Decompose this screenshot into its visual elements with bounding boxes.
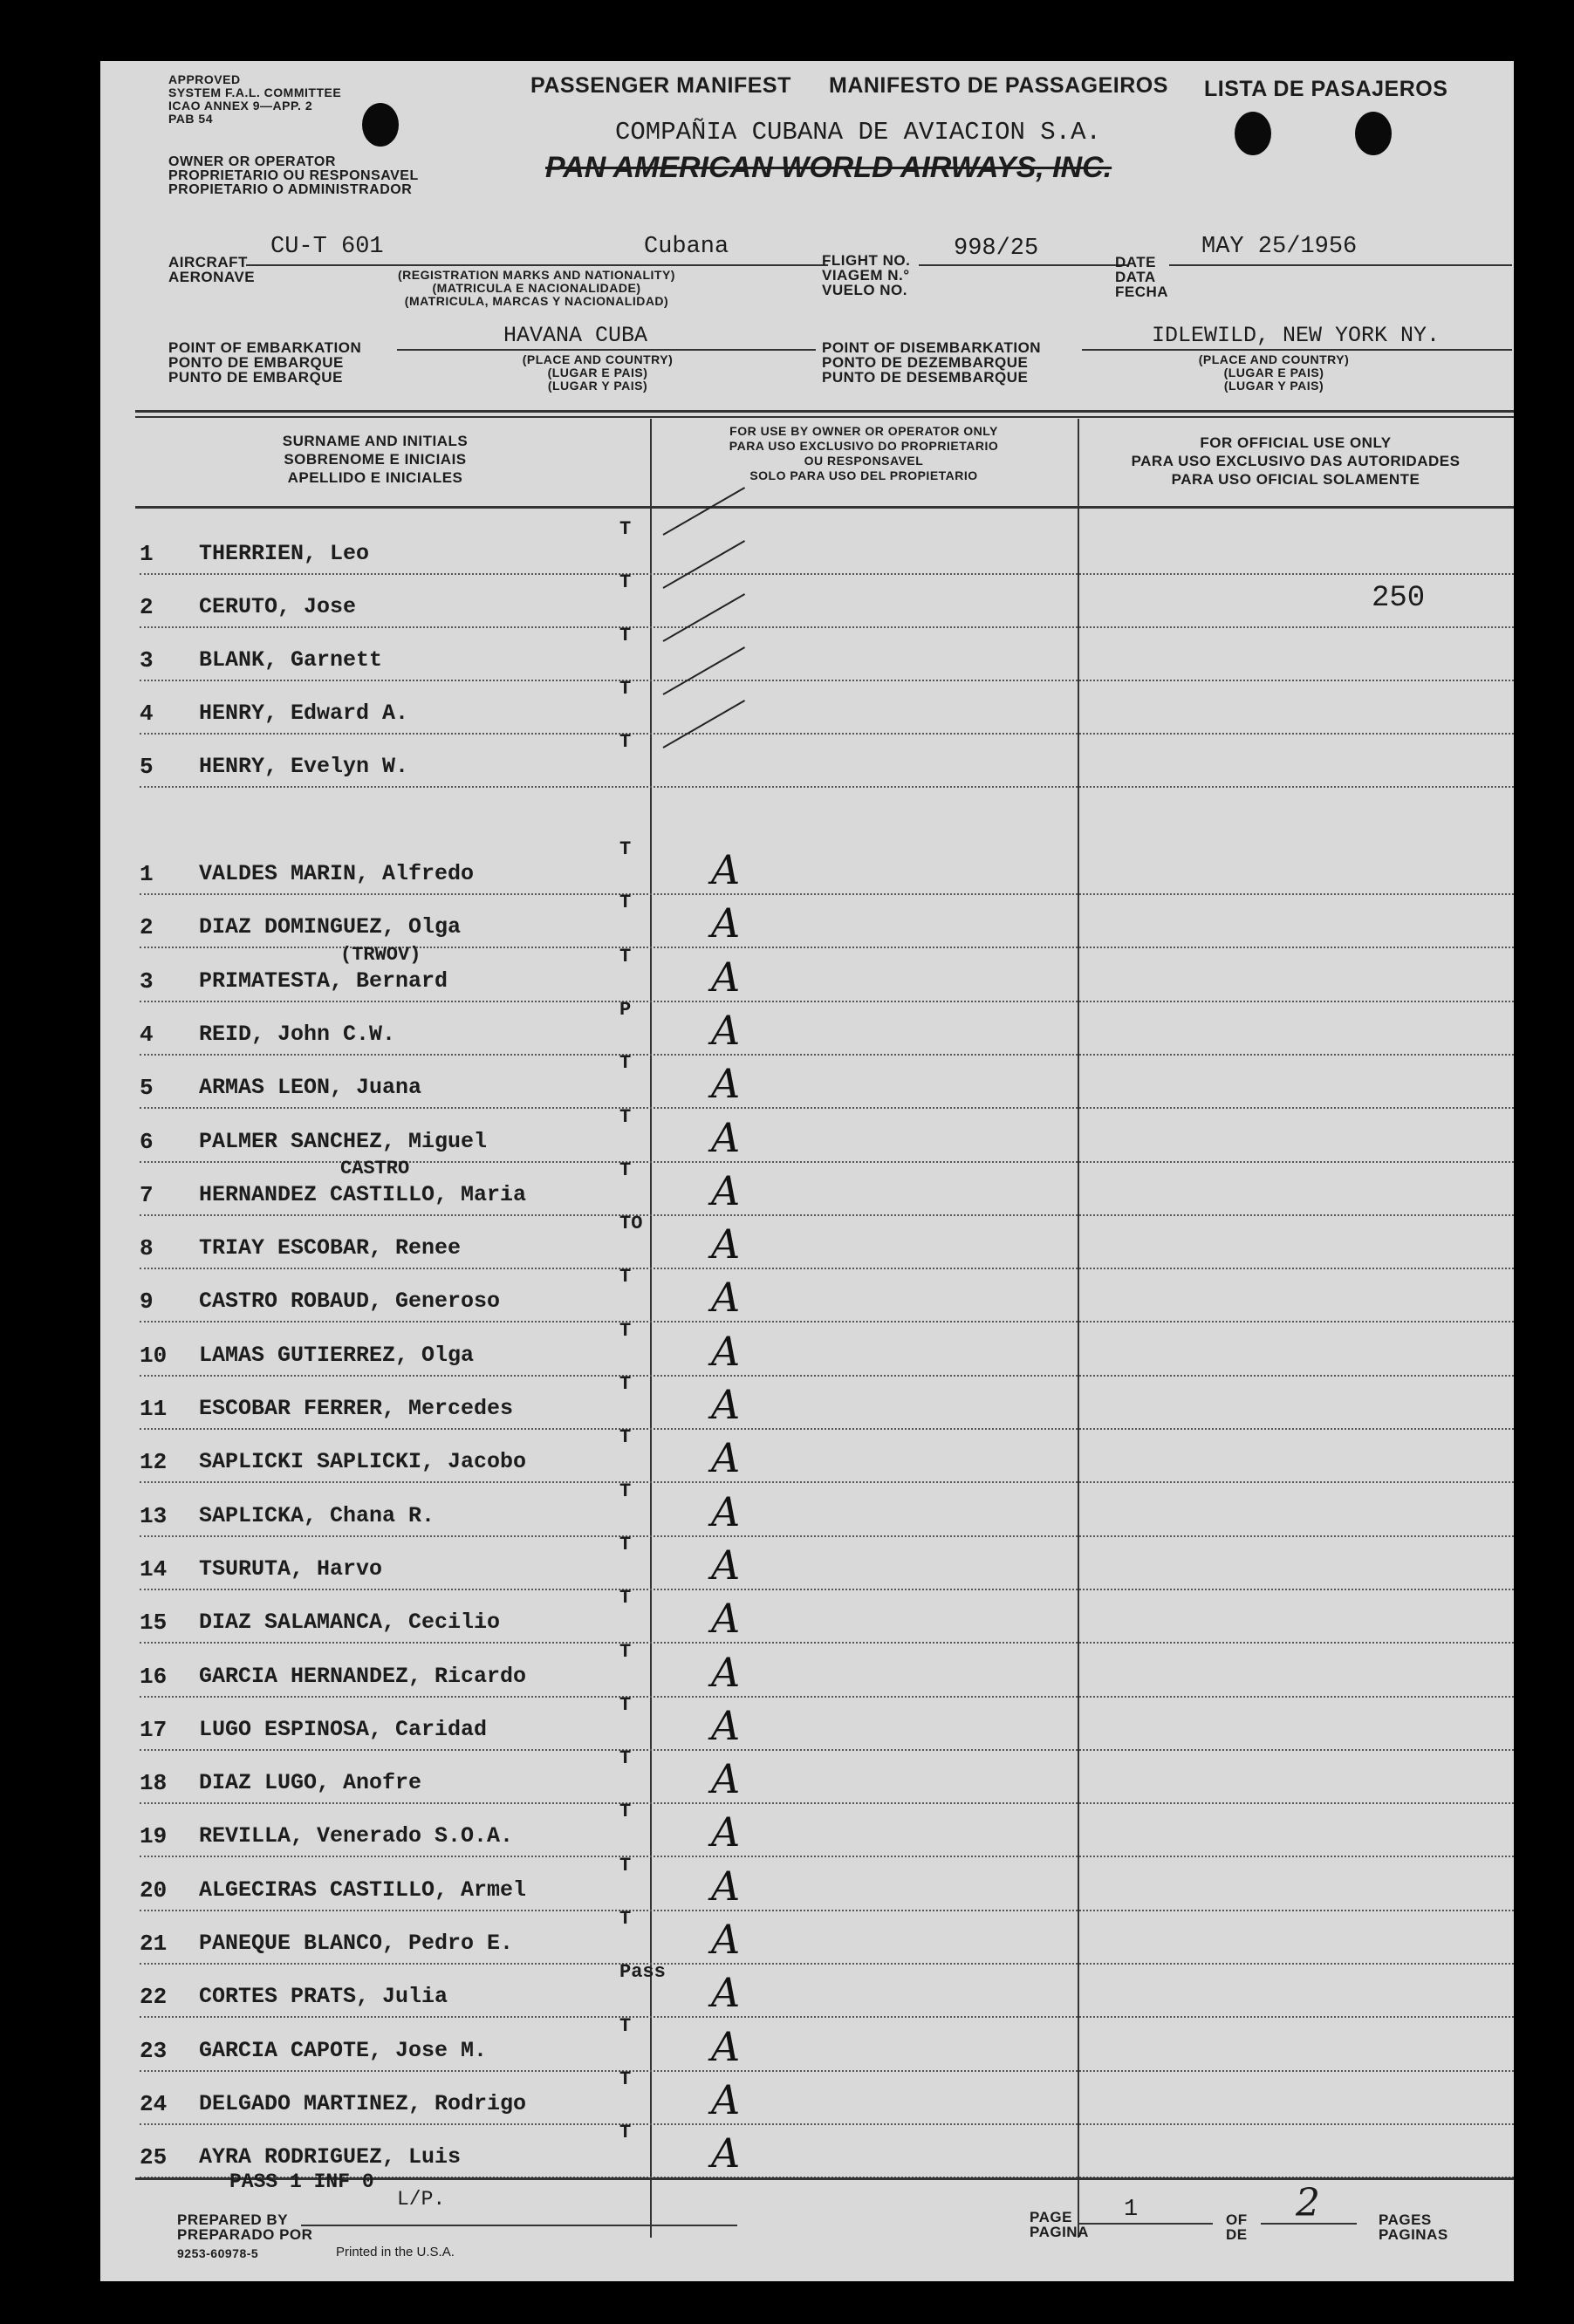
total-pages: 2	[1296, 2181, 1320, 2225]
passenger-name: CASTRO ROBAUD, Generoso	[199, 1288, 501, 1315]
class-code: T	[619, 2122, 632, 2144]
passenger-name: BLANK, Garnett	[199, 647, 383, 673]
title-manifesto: MANIFESTO DE PASSAGEIROS	[829, 73, 1168, 98]
punch-hole	[1355, 112, 1392, 155]
passenger-name: SAPLICKI SAPLICKI, Jacobo	[199, 1449, 527, 1475]
passenger-row	[140, 1640, 1514, 1698]
row-number: 3	[140, 647, 154, 673]
class-code: T	[619, 1426, 632, 1449]
class-code: T	[619, 1373, 632, 1395]
class-code: T	[619, 1159, 632, 1181]
of-line	[1261, 2223, 1357, 2225]
of-labels: OF DE	[1226, 2211, 1248, 2243]
column-header-official: FOR OFFICIAL USE ONLY PARA USO EXCLUSIVO DAS AUTORIDADES PARA USO OFICIAL SOLAMENTE	[1131, 434, 1461, 488]
passenger-row	[140, 625, 1514, 681]
date-underline	[1169, 264, 1512, 266]
flight-labels: FLIGHT NO. VIAGEM N.° VUELO NO.	[822, 252, 911, 298]
aircraft-registration: CU-T 601	[270, 234, 384, 260]
class-code: T	[619, 1587, 632, 1610]
passenger-name: PRIMATESTA, Bernard	[199, 967, 448, 994]
flight-number: 998/25	[954, 236, 1039, 262]
row-number: 11	[140, 1396, 168, 1422]
passenger-name: PALMER SANCHEZ, Miguel	[199, 1128, 488, 1154]
form-number: 9253-60978-5	[177, 2246, 259, 2260]
passenger-name: TSURUTA, Harvo	[199, 1555, 383, 1582]
embarkation-underline	[397, 349, 816, 351]
handwritten-check-mark: A	[711, 1808, 741, 1856]
page-line	[1078, 2223, 1213, 2225]
row-number: 2	[140, 594, 154, 620]
passenger-row	[140, 731, 1514, 788]
row-number: 23	[140, 2037, 168, 2064]
class-code: T	[619, 1319, 632, 1342]
table-top-rule	[135, 410, 1514, 413]
class-code: T	[619, 1693, 632, 1716]
passenger-row	[140, 1373, 1514, 1430]
name-annotation: (TRWOV)	[340, 943, 421, 966]
row-number: 1	[140, 541, 154, 567]
passenger-row	[140, 1213, 1514, 1269]
embarkation-caption: (PLACE AND COUNTRY) (LUGAR E PAIS) (LUGAR Y PAIS)	[522, 352, 674, 393]
date-labels: DATE DATA FECHA	[1115, 254, 1169, 300]
operator-name-struck: PAN AMERICAN WORLD AIRWAYS, INC.	[545, 151, 1112, 184]
class-code: T	[619, 571, 632, 593]
passenger-row	[140, 943, 1514, 1002]
row-number: 13	[140, 1502, 168, 1529]
passenger-name: HENRY, Edward A.	[199, 701, 409, 726]
aircraft-labels: AIRCRAFT AERONAVE	[168, 254, 256, 285]
prepared-by-line	[301, 2225, 737, 2226]
aircraft-caption: (REGISTRATION MARKS AND NATIONALITY) (MATRICULA E NACIONALIDADE) (MATRICULA, MARCAS Y NACIONALIDAD)	[398, 268, 675, 308]
handwritten-check-mark: A	[711, 953, 741, 1001]
passenger-name: DELGADO MARTINEZ, Rodrigo	[199, 2090, 527, 2116]
official-note: 250	[1372, 582, 1426, 615]
row-number: 5	[140, 1075, 154, 1102]
passenger-name: LUGO ESPINOSA, Caridad	[199, 1716, 488, 1742]
passenger-row	[140, 518, 1514, 575]
class-code: T	[619, 892, 632, 914]
handwritten-check-mark: A	[711, 1006, 741, 1054]
class-code: TO	[619, 1213, 643, 1235]
class-code: T	[619, 1747, 632, 1770]
class-code: T	[619, 2068, 632, 2090]
handwritten-check-mark: A	[711, 1274, 741, 1322]
flight-underline	[919, 264, 1128, 266]
row-number: 2	[140, 914, 154, 941]
passenger-row	[140, 892, 1514, 948]
passenger-row	[140, 1266, 1514, 1323]
passenger-row	[140, 998, 1514, 1056]
passenger-row	[140, 838, 1514, 895]
row-number: 4	[140, 1021, 154, 1048]
passenger-row	[140, 1319, 1514, 1377]
passenger-row	[140, 1854, 1514, 1911]
class-code: Pass	[619, 1961, 666, 1984]
column-header-surname: SURNAME AND INITIALS SOBRENOME E INICIAIS APELLIDO E INICIALES	[282, 433, 469, 486]
passenger-row	[140, 1693, 1514, 1751]
date-value: MAY 25/1956	[1201, 234, 1358, 260]
passenger-name: DIAZ LUGO, Anofre	[199, 1770, 422, 1796]
handwritten-check-mark: A	[711, 1434, 741, 1482]
title-passenger-manifest: PASSENGER MANIFEST	[530, 73, 791, 98]
passenger-row	[140, 2014, 1514, 2072]
passenger-row	[140, 1480, 1514, 1537]
class-code: T	[619, 1640, 632, 1663]
handwritten-check-mark: A	[711, 2129, 741, 2177]
punch-hole	[362, 103, 399, 147]
handwritten-check-mark: A	[711, 1862, 741, 1910]
passenger-name: DIAZ SALAMANCA, Cecilio	[199, 1610, 501, 1636]
disembarkation-underline	[1082, 349, 1512, 351]
passenger-name: HENRY, Evelyn W.	[199, 754, 409, 779]
handwritten-check-mark: A	[711, 1595, 741, 1643]
passenger-row	[140, 1801, 1514, 1857]
class-code: T	[619, 2014, 632, 2037]
table-top-rule-2	[135, 416, 1514, 418]
row-number: 3	[140, 967, 154, 995]
header-bottom-rule	[135, 506, 1514, 509]
row-number: 19	[140, 1823, 168, 1850]
handwritten-check-mark: A	[711, 1166, 741, 1214]
prepared-by-labels: PREPARED BY PREPARADO POR	[177, 2211, 313, 2243]
row-number: 6	[140, 1128, 154, 1155]
embarkation-value: HAVANA CUBA	[503, 323, 648, 348]
passenger-name: ALGECIRAS CASTILLO, Armel	[199, 1876, 527, 1903]
row-number: 1	[140, 861, 154, 887]
handwritten-check-mark: A	[711, 1916, 741, 1963]
passenger-name: CORTES PRATS, Julia	[199, 1984, 448, 2010]
approved-block: APPROVED SYSTEM F.A.L. COMMITTEE ICAO ANNEX 9—APP. 2 PAB 54	[168, 72, 342, 126]
disembarkation-caption: (PLACE AND COUNTRY) (LUGAR E PAIS) (LUGAR Y PAIS)	[1198, 352, 1350, 393]
passenger-name: REVILLA, Venerado S.O.A.	[199, 1823, 514, 1849]
passenger-row	[140, 1426, 1514, 1483]
passenger-row	[140, 1747, 1514, 1804]
class-code: P	[619, 998, 632, 1021]
handwritten-check-mark: A	[711, 1327, 741, 1375]
owner-operator-labels: OWNER OR OPERATOR PROPRIETARIO OU RESPONSAVEL PROPIETARIO O ADMINISTRADOR	[168, 154, 419, 197]
passenger-row	[140, 1961, 1514, 2018]
class-code: T	[619, 1480, 632, 1502]
aircraft-nationality: Cubana	[644, 234, 729, 260]
handwritten-check-mark: A	[711, 1060, 741, 1108]
passenger-name: LAMAS GUTIERREZ, Olga	[199, 1342, 475, 1368]
passenger-row	[140, 571, 1514, 628]
row-number: 7	[140, 1181, 154, 1208]
strike-tick	[663, 487, 746, 536]
class-code: T	[619, 1801, 632, 1823]
passenger-name: REID, John C.W.	[199, 1021, 396, 1047]
disembarkation-labels: POINT OF DISEMBARKATION PONTO DE DEZEMBARQUE PUNTO DE DESEMBARQUE	[822, 339, 1042, 386]
class-code: T	[619, 1266, 632, 1288]
row-number: 16	[140, 1663, 168, 1690]
title-lista: LISTA DE PASAJEROS	[1204, 77, 1448, 101]
pages-labels: PAGES PAGINAS	[1379, 2211, 1448, 2243]
handwritten-check-mark: A	[711, 1381, 741, 1428]
row-number: 25	[140, 2144, 168, 2171]
passenger-row	[140, 1587, 1514, 1644]
class-code: T	[619, 1105, 632, 1128]
passenger-name: GARCIA HERNANDEZ, Ricardo	[199, 1663, 527, 1689]
class-code: T	[619, 1052, 632, 1075]
passenger-row	[140, 1533, 1514, 1590]
row-number: 5	[140, 754, 154, 780]
row-number: 20	[140, 1876, 168, 1904]
passenger-name: THERRIEN, Leo	[199, 541, 370, 566]
handwritten-check-mark: A	[711, 2022, 741, 2070]
company-name: COMPAÑIA CUBANA DE AVIACION S.A.	[615, 118, 1101, 147]
name-annotation: CASTRO	[340, 1157, 410, 1179]
row-rule	[140, 786, 1514, 788]
lp-mark: L/P.	[397, 2188, 446, 2211]
passenger-name: HERNANDEZ CASTILLO, Maria	[199, 1181, 527, 1207]
row-number: 9	[140, 1288, 154, 1316]
row-number: 14	[140, 1555, 168, 1582]
pass-info: PASS 1 INF 0	[229, 2170, 374, 2193]
passenger-row	[140, 2068, 1514, 2125]
class-code: T	[619, 838, 632, 860]
passenger-row	[140, 678, 1514, 735]
passenger-name: DIAZ DOMINGUEZ, Olga	[199, 914, 462, 940]
punch-hole	[1235, 112, 1271, 155]
passenger-name: ARMAS LEON, Juana	[199, 1075, 422, 1101]
class-code: T	[619, 1908, 632, 1930]
disembarkation-value: IDLEWILD, NEW YORK NY.	[1152, 323, 1441, 348]
handwritten-check-mark: A	[711, 1648, 741, 1696]
row-number: 17	[140, 1716, 168, 1743]
handwritten-check-mark: A	[711, 1755, 741, 1803]
column-header-owner-use: FOR USE BY OWNER OR OPERATOR ONLY PARA USO EXCLUSIVO DO PROPRIETARIO OU RESPONSAVEL SOLO PARA USO DEL PROPIETARIO	[729, 424, 999, 482]
row-number: 22	[140, 1984, 168, 2011]
row-number: 15	[140, 1610, 168, 1637]
passenger-row	[140, 1157, 1514, 1216]
passenger-name: AYRA RODRIGUEZ, Luis	[199, 2144, 462, 2170]
passenger-row	[140, 1908, 1514, 1965]
manifest-sheet	[100, 61, 1514, 2281]
handwritten-check-mark: A	[711, 899, 741, 947]
row-number: 24	[140, 2090, 168, 2117]
passenger-name: CERUTO, Jose	[199, 594, 357, 619]
passenger-name: PANEQUE BLANCO, Pedro E.	[199, 1931, 514, 1956]
passenger-name: ESCOBAR FERRER, Mercedes	[199, 1396, 514, 1421]
handwritten-check-mark: A	[711, 846, 741, 893]
handwritten-check-mark: A	[711, 1701, 741, 1749]
handwritten-check-mark: A	[711, 1220, 741, 1268]
passenger-name: GARCIA CAPOTE, Jose M.	[199, 2037, 488, 2063]
passenger-name: SAPLICKA, Chana R.	[199, 1502, 435, 1528]
row-number: 12	[140, 1449, 168, 1476]
handwritten-check-mark: A	[711, 1487, 741, 1535]
row-number: 21	[140, 1931, 168, 1957]
class-code: T	[619, 625, 632, 646]
page-number: 1	[1124, 2197, 1139, 2223]
class-code: T	[619, 518, 632, 540]
handwritten-check-mark: A	[711, 2075, 741, 2123]
printed-in: Printed in the U.S.A.	[336, 2245, 455, 2259]
handwritten-check-mark: A	[711, 1541, 741, 1589]
embarkation-labels: POINT OF EMBARKATION PONTO DE EMBARQUE PUNTO DE EMBARQUE	[168, 339, 362, 386]
page-labels: PAGE PAGINA	[1030, 2209, 1089, 2240]
class-code: T	[619, 1854, 632, 1876]
class-code: T	[619, 945, 632, 967]
class-code: T	[619, 731, 632, 753]
handwritten-check-mark: A	[711, 1113, 741, 1161]
class-code: T	[619, 678, 632, 700]
handwritten-check-mark: A	[711, 1969, 741, 2017]
passenger-name: TRIAY ESCOBAR, Renee	[199, 1235, 462, 1261]
row-number: 18	[140, 1770, 168, 1797]
passenger-name: VALDES MARIN, Alfredo	[199, 861, 475, 886]
class-code: T	[619, 1533, 632, 1555]
aircraft-underline	[246, 264, 828, 266]
passenger-row	[140, 1052, 1514, 1109]
row-number: 8	[140, 1235, 154, 1262]
passenger-row	[140, 1105, 1514, 1163]
row-number: 4	[140, 701, 154, 727]
row-number: 10	[140, 1342, 168, 1369]
